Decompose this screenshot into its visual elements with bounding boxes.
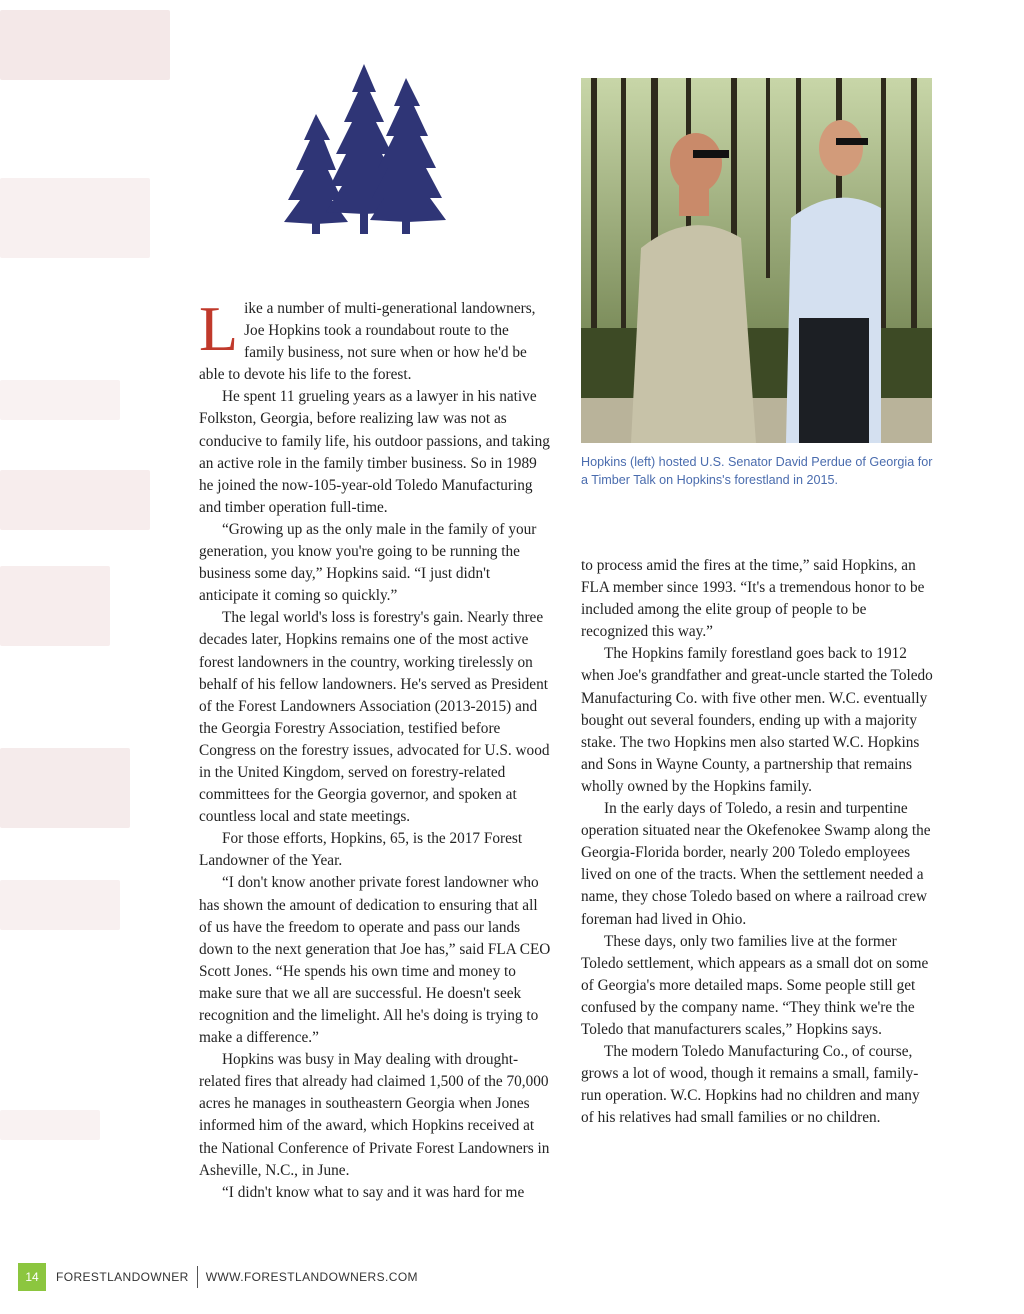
brush-stroke bbox=[0, 748, 130, 828]
paragraph: “I didn't know what to say and it was hard for me bbox=[222, 1183, 525, 1201]
paragraph: Hopkins was busy in May dealing with drought-related fires that already had claimed 1,500 of the 70,000 acres he manages in southeastern Georgia when Jones informed him of the award, which Hopkins received at the National Conference of Private Forest Landowners in Asheville, N.C., in June. bbox=[199, 1051, 550, 1179]
article-photo bbox=[581, 78, 932, 443]
photo-caption: Hopkins (left) hosted U.S. Senator David Perdue of Georgia for a Timber Talk on Hopkins's forestland in 2015. bbox=[581, 455, 933, 487]
article-column-left bbox=[199, 293, 551, 1204]
paragraph: He spent 11 grueling years as a lawyer in his native Folkston, Georgia, before realizing law was not as conducive to family life, his outdoor passions, and taking an active role in the family timber business. So in 1989 he joined the now-105-year-old Toledo Manufacturing and timber operation full-time. bbox=[199, 388, 550, 516]
brush-stroke bbox=[0, 566, 110, 646]
brush-stroke bbox=[0, 380, 120, 420]
page-number: 14 bbox=[18, 1263, 46, 1291]
magazine-name: FORESTLANDOWNER bbox=[56, 1270, 189, 1284]
pine-trees-icon bbox=[280, 62, 452, 237]
paragraph: Like a number of multi-generational landowners, Joe Hopkins took a roundabout route to the family business, not sure when or how he'd be able to devote his life to the forest. bbox=[199, 293, 536, 384]
brush-stroke bbox=[0, 1110, 100, 1140]
brush-stroke bbox=[0, 10, 170, 80]
paragraph: “I don't know another private forest landowner who has shown the amount of dedication to ensuring that all of us have the freedom to operate and pass our lands down to the next generation that Joe has,” said FLA CEO Scott Jones. “He spends his own time and money to make sure that we all are successful. He doesn't seek recognition and the limelight. All he's doing is trying to make a difference.” bbox=[199, 874, 551, 1047]
drop-cap: L bbox=[199, 293, 239, 364]
paragraph: The legal world's loss is forestry's gain. Nearly three decades later, Hopkins remains one of the most active forest landowners in the country, working tirelessly on behalf of his fellow landowners. He's served as President of the Forest Landowners Association (2013-2015) and the Georgia Forestry Association, testified before Congress on the forestry issues, advocated for U.S. wood in the United Kingdom, served on forestry-related committees for the Georgia governor, and spoken at countless local and state meetings. bbox=[199, 609, 550, 826]
brush-stroke bbox=[0, 178, 150, 258]
article-column-right bbox=[581, 555, 933, 1129]
paragraph: These days, only two families live at the former Toledo settlement, which appears as a small dot on some of Georgia's more detailed maps. Some people still get confused by the company name. “They think we're the Toledo that manufacturers scales,” Hopkins says. bbox=[581, 932, 929, 1038]
paragraph: For those efforts, Hopkins, 65, is the 2017 Forest Landowner of the Year. bbox=[199, 830, 523, 870]
paragraph: The Hopkins family forestland goes back to 1912 when Joe's grandfather and great-uncle started the Toledo Manufacturing Co. with five other men. W.C. eventually bought out several founders, ending up with a majority stake. The two Hopkins men also started W.C. Hopkins and Sons in Wayne County, a partnership that remains wholly owned by the Hopkins family. bbox=[581, 645, 933, 795]
paragraph: The modern Toledo Manufacturing Co., of course, grows a lot of wood, though it remains a small, family-run operation. W.C. Hopkins had no children and many of his relatives had small families or no children. bbox=[581, 1043, 920, 1127]
paragraph: to process amid the fires at the time,” said Hopkins, an FLA member since 1993. “It's a tremendous honor to be included among the elite group of people to be recognized this way.” bbox=[581, 557, 925, 641]
page-footer bbox=[18, 1263, 418, 1291]
website-link[interactable]: WWW.FORESTLANDOWNERS.COM bbox=[205, 1270, 418, 1284]
paragraph: In the early days of Toledo, a resin and turpentine operation situated near the Okefenokee Swamp along the Georgia-Florida border, nearly 200 Toledo employees lived on one of the tracts. When the settlement needed a name, they chose Toledo based on where a railroad crew foreman had lived in Ohio. bbox=[581, 800, 931, 928]
brush-stroke bbox=[0, 470, 150, 530]
brush-stroke bbox=[0, 880, 120, 930]
footer-divider bbox=[197, 1266, 198, 1288]
paragraph: “Growing up as the only male in the family of your generation, you know you're going to be running the business some day,” Hopkins said. “I just didn't anticipate it coming so quickly.” bbox=[199, 520, 537, 605]
